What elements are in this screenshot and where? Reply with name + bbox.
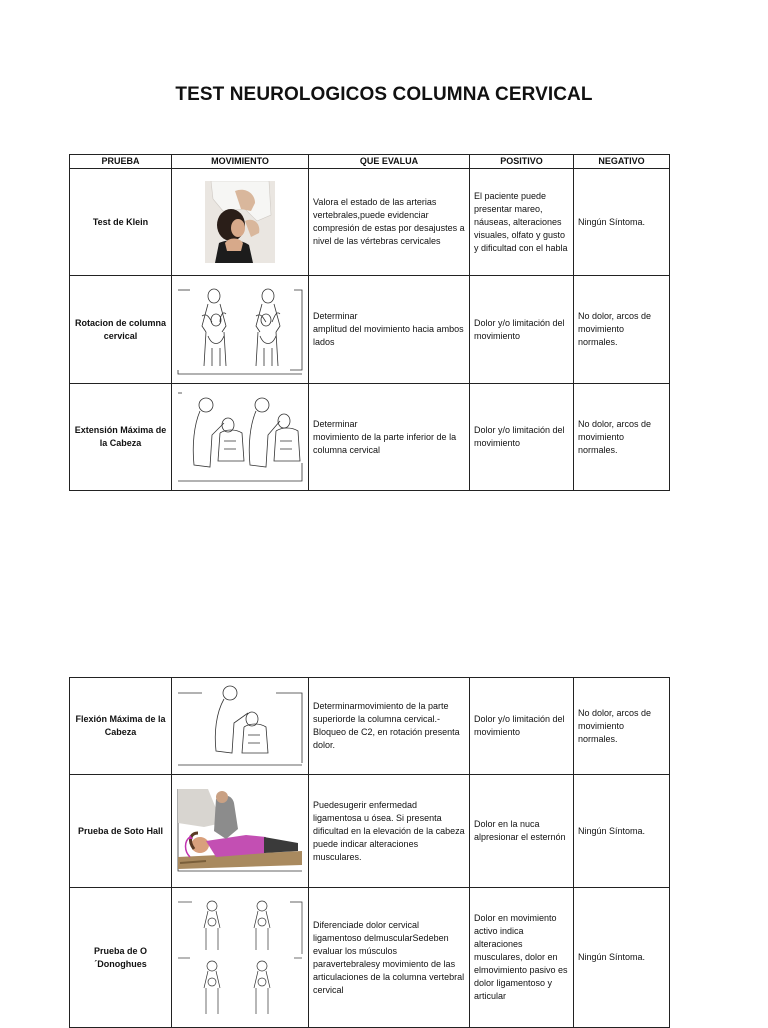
negativo-cell [574, 678, 670, 775]
klein-test-photo [205, 181, 275, 263]
movimiento-cell [172, 678, 309, 775]
movimiento-cell [172, 775, 309, 888]
table-row [70, 169, 670, 276]
prueba-cell [70, 276, 172, 384]
movimiento-cell [172, 169, 309, 276]
positivo-text: Dolor y/o limitación del movimiento [474, 714, 565, 737]
movimiento-cell [172, 888, 309, 1028]
positivo-text: Dolor en movimiento activo indica alteraciones musculares, dolor en elmovimiento pasivo es dolor ligamentoso y articular [474, 913, 568, 1001]
positivo-text: El paciente puede presentar mareo, náuseas, alteraciones visuales, olfato y gusto y dificultad con el habla [474, 190, 568, 253]
negativo-cell [574, 384, 670, 491]
table-row [70, 384, 670, 491]
negativo-text: No dolor, arcos de movimiento normales. [578, 418, 652, 455]
header-movimiento: MOVIMIENTO [172, 155, 309, 169]
positivo-cell [470, 384, 574, 491]
header-prueba: PRUEBA [70, 155, 172, 169]
negativo-text: No dolor, arcos de movimiento normales. [578, 311, 652, 347]
neuro-test-table-2 [69, 677, 670, 1028]
table-row [70, 775, 670, 888]
prueba-label: Prueba de Soto Hall [77, 825, 164, 836]
odonoghue-maneuvers-drawing [176, 896, 304, 1020]
header-que-evalua: QUE EVALUA [309, 155, 470, 169]
negativo-text: Ningún Síntoma. [578, 825, 646, 836]
que-evalua-cell [309, 276, 470, 384]
cervical-rotation-drawing [176, 282, 304, 378]
positivo-cell [470, 276, 574, 384]
que-evalua-text: Determinar amplitud del movimiento hacia ambos lados [313, 311, 464, 347]
header-negativo: NEGATIVO [574, 155, 670, 169]
que-evalua-text: Determinarmovimiento de la parte superiorde la columna cervical.- Bloqueo de C2, en rotación presenta dolor. [313, 701, 460, 750]
positivo-text: Dolor y/o limitación del movimiento [474, 317, 565, 341]
negativo-cell [574, 169, 670, 276]
soto-hall-illustration [176, 787, 304, 875]
header-positivo: POSITIVO [470, 155, 574, 169]
que-evalua-cell [309, 678, 470, 775]
positivo-text: Dolor y/o limitación del movimiento [474, 425, 565, 448]
prueba-cell [70, 169, 172, 276]
table-row [70, 888, 670, 1028]
que-evalua-text: Puedesugerir enfermedad ligamentosa u ósea. Si presenta dificultad en la elevación de la cabeza puede indicar alteraciones musculares. [313, 799, 465, 862]
head-flexion-drawing [176, 681, 304, 771]
negativo-cell [574, 276, 670, 384]
que-evalua-cell [309, 169, 470, 276]
prueba-cell [70, 775, 172, 888]
neuro-test-table-1 [69, 154, 670, 491]
prueba-label: Flexión Máxima de la Cabeza [75, 714, 166, 737]
table-row [70, 276, 670, 384]
prueba-label: Rotacion de columna cervical [74, 317, 166, 341]
table-header-row [70, 155, 670, 169]
movimiento-cell [172, 276, 309, 384]
movimiento-cell [172, 384, 309, 491]
prueba-cell [70, 888, 172, 1028]
que-evalua-cell [309, 775, 470, 888]
negativo-cell [574, 775, 670, 888]
negativo-text: Ningún Síntoma. [578, 216, 646, 227]
que-evalua-text: Determinar movimiento de la parte inferior de la columna cervical [313, 418, 457, 455]
head-extension-drawing [176, 389, 304, 485]
positivo-cell [470, 888, 574, 1028]
que-evalua-text: Diferenciade dolor cervical ligamentoso delmuscularSedeben evaluar los músculos paravertebralesy movimiento de las articulaciones de la columna vertebral cervical [313, 919, 465, 995]
prueba-cell [70, 678, 172, 775]
prueba-label: Test de Klein [92, 216, 149, 227]
prueba-label: Extensión Máxima de la Cabeza [74, 425, 167, 448]
positivo-cell [470, 775, 574, 888]
page-title: TEST NEUROLOGICOS COLUMNA CERVICAL [175, 84, 593, 105]
negativo-text: No dolor, arcos de movimiento normales. [578, 707, 652, 744]
que-evalua-text: Valora el estado de las arterias vertebrales,puede evidenciar compresión de estas por desajustes a nivel de las vértebras cervicales [313, 197, 465, 246]
prueba-cell [70, 384, 172, 491]
positivo-cell [470, 169, 574, 276]
negativo-cell [574, 888, 670, 1028]
negativo-text: Ningún Síntoma. [578, 952, 646, 962]
positivo-cell [470, 678, 574, 775]
que-evalua-cell [309, 384, 470, 491]
que-evalua-cell [309, 888, 470, 1028]
table-row [70, 678, 670, 775]
positivo-text: Dolor en la nuca alpresionar el esternón [474, 819, 566, 842]
prueba-label: Prueba de O ´Donoghues [93, 945, 147, 969]
